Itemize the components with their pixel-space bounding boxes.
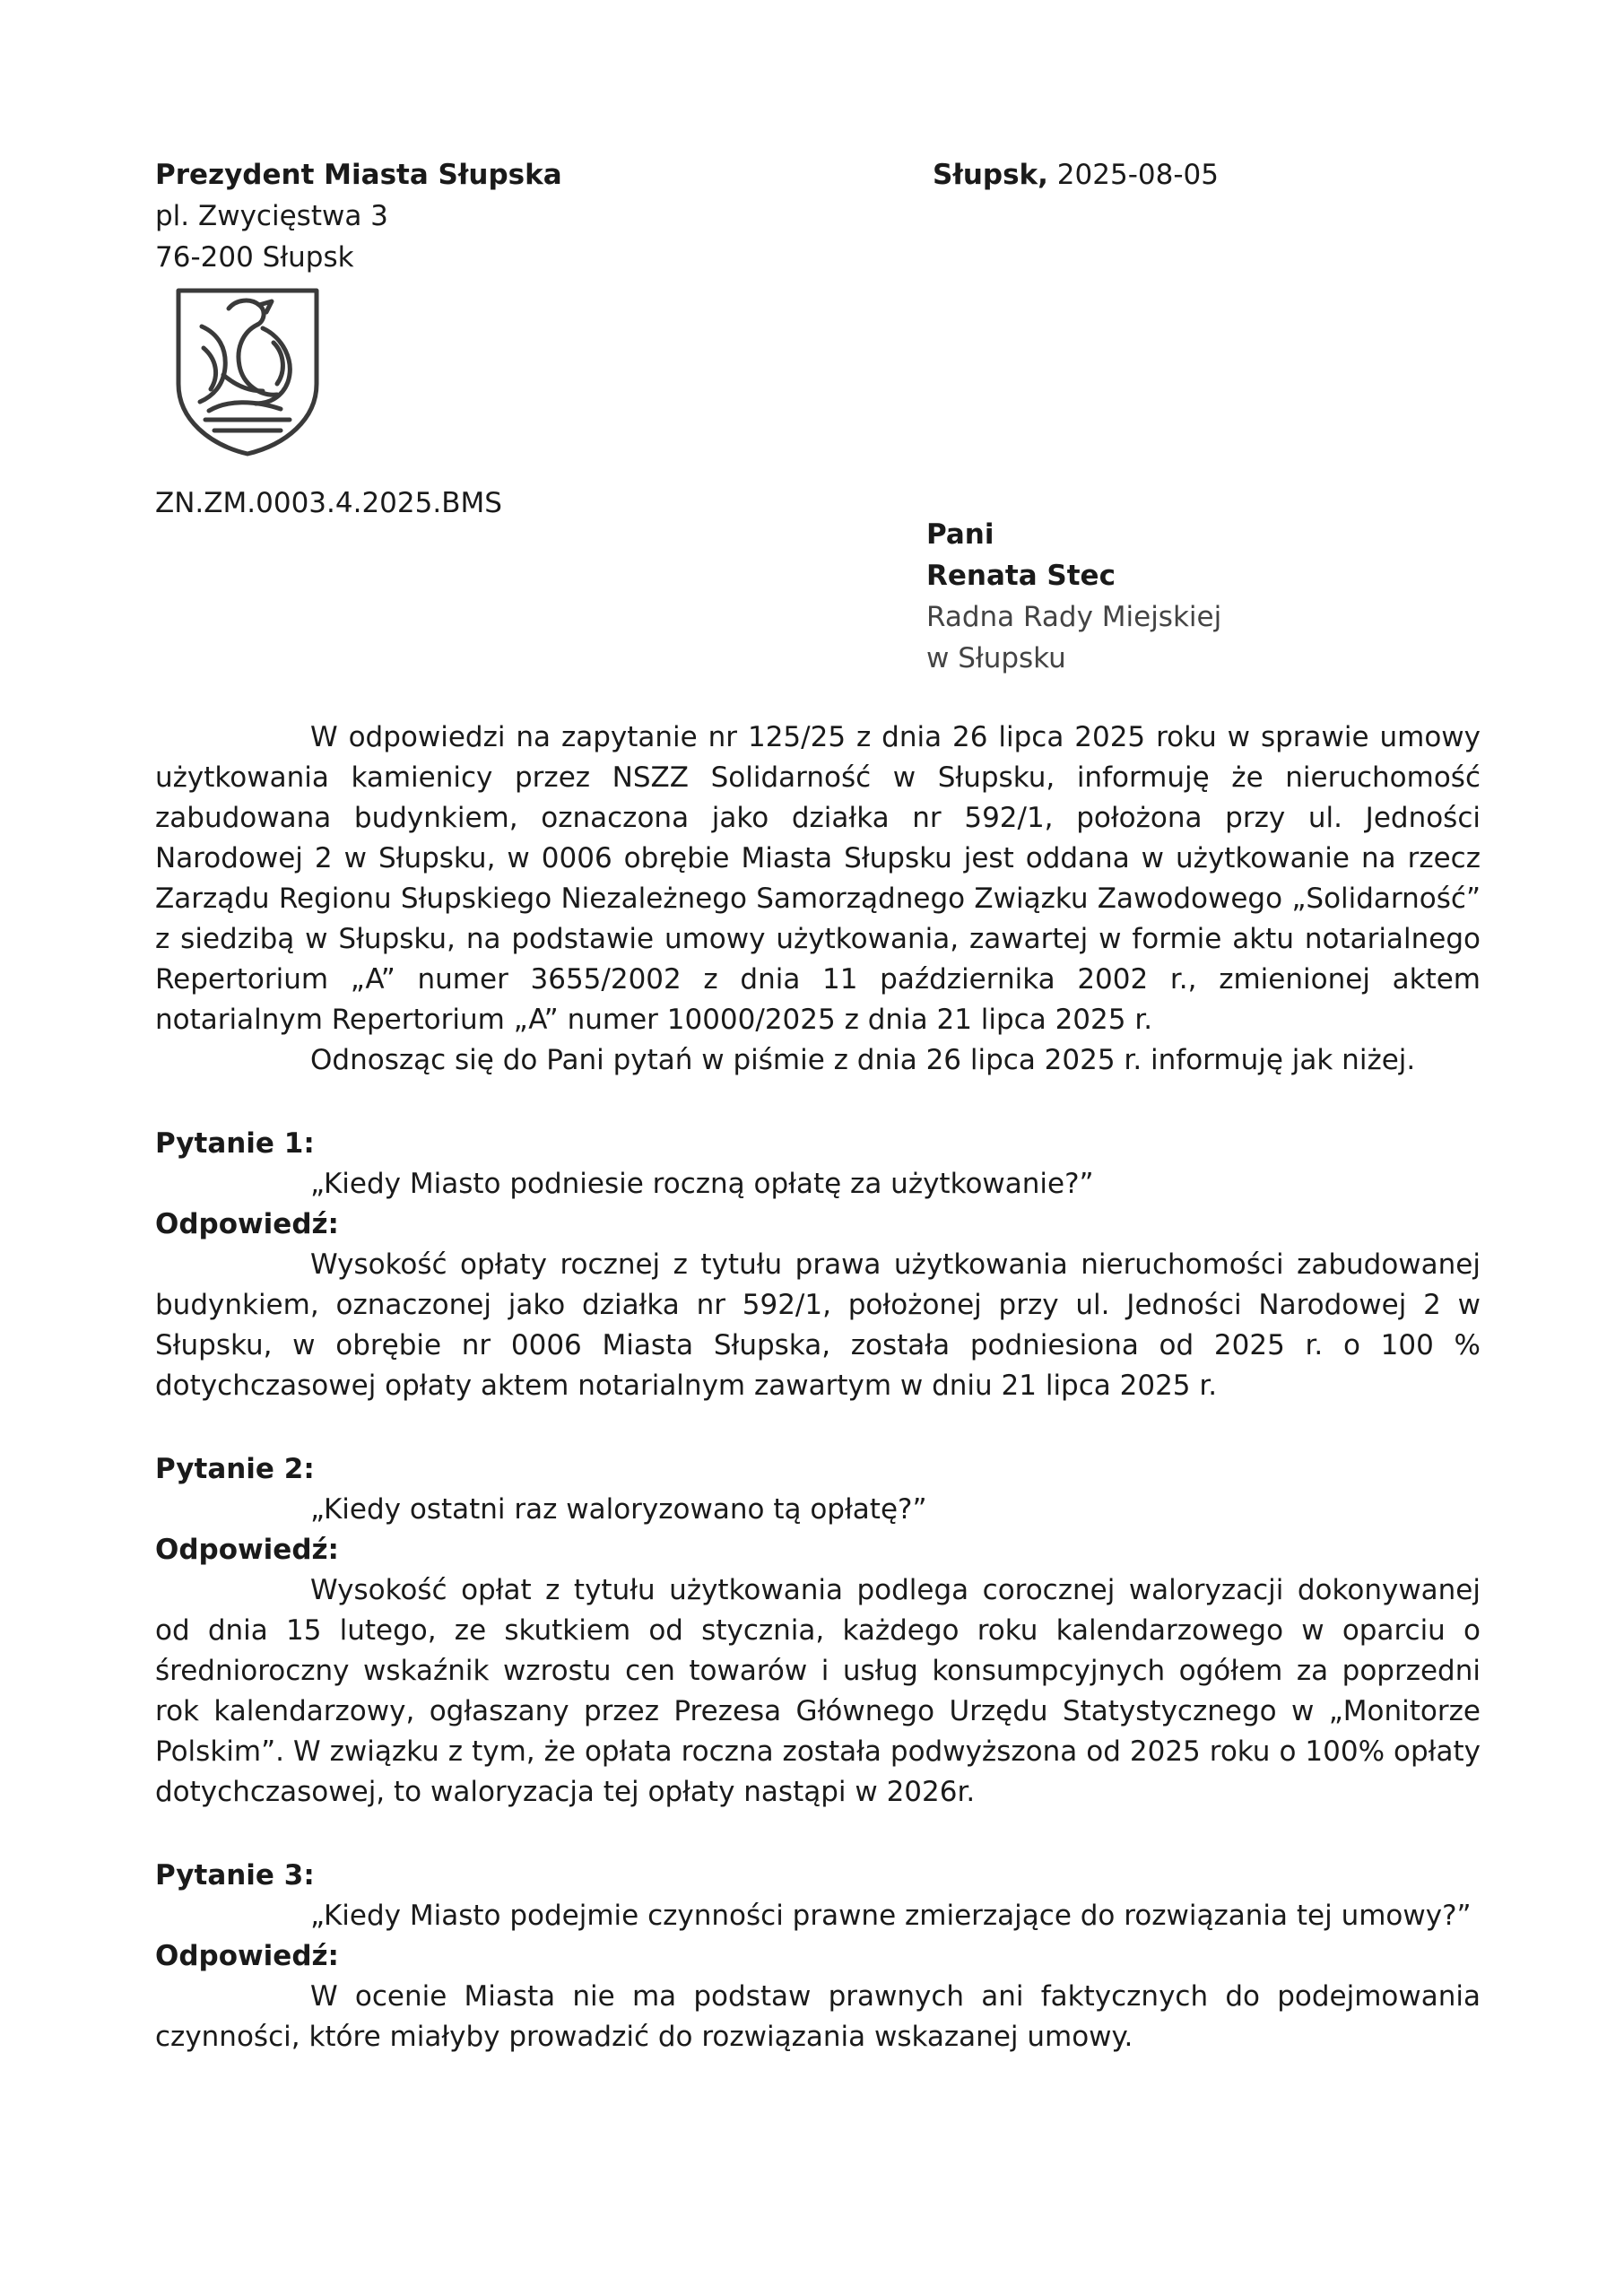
question-1-text: „Kiedy Miasto podniesie roczną opłatę za użytkowanie?” bbox=[310, 1168, 1094, 1200]
question-2-text: „Kiedy ostatni raz waloryzowano tą opłatę?” bbox=[310, 1493, 927, 1526]
city-crest-icon bbox=[173, 285, 322, 457]
place-date bbox=[933, 154, 1219, 196]
answer-2-text: Wysokość opłat z tytułu użytkowania podlega corocznej waloryzacji dokonywanej od dnia 15 lutego, ze skutkiem od stycznia, każdego roku kalendarzowego w oparciu o średnioroczny wskaźnik wzrostu cen towarów i usług konsumpcyjnych ogółem za poprzedni rok kalendarzowy, ogłaszany przez Prezesa Głównego Urzędu Statystycznego w „Monitorze Polskim”. W związku z tym, że opłata roczna została podwyższona od 2025 roku o 100% opłaty dotychczasowej, to waloryzacja tej opłaty nastąpi w 2026r. bbox=[155, 1574, 1481, 1808]
recipient-city: w Słupsku bbox=[926, 642, 1066, 674]
sender-city: 76-200 Słupsk bbox=[155, 241, 354, 274]
answer-3-label: Odpowiedź: bbox=[155, 1940, 339, 1972]
reference-number: ZN.ZM.0003.4.2025.BMS bbox=[155, 487, 502, 519]
intro-paragraph: W odpowiedzi na zapytanie nr 125/25 z dnia 26 lipca 2025 roku w sprawie umowy użytkowania kamienicy przez NSZZ Solidarność w Słupsku, informuję że nieruchomość zabudowana budynkiem, oznaczona jako działka nr 592/1, położona przy ul. Jedności Narodowej 2 w Słupsku, w 0006 obrębie Miasta Słupsku jest oddana w użytkowanie na rzecz Zarządu Regionu Słupskiego Niezależnego Samorządnego Związku Zawodowego „Solidarność” z siedzibą w Słupsku, na podstawie umowy użytkowania, zawartej w formie aktu notarialnego Repertorium „A” numer 3655/2002 z dnia 11 października 2002 r., zmienionej aktem notarialnym Repertorium „A” numer 10000/2025 z dnia 21 lipca 2025 r. bbox=[155, 721, 1481, 1036]
recipient-name: Renata Stec bbox=[926, 560, 1116, 592]
letter-body bbox=[155, 718, 1481, 2057]
sender-name: Prezydent Miasta Słupska bbox=[155, 159, 562, 191]
question-3-text: „Kiedy Miasto podejmie czynności prawne zmierzające do rozwiązania tej umowy?” bbox=[310, 1900, 1472, 1932]
sender-block bbox=[155, 154, 562, 278]
question-2-label: Pytanie 2: bbox=[155, 1453, 315, 1485]
question-3-label: Pytanie 3: bbox=[155, 1859, 315, 1892]
recipient-salutation: Pani bbox=[926, 518, 994, 551]
sender-street: pl. Zwycięstwa 3 bbox=[155, 200, 388, 232]
place: Słupsk, bbox=[933, 159, 1048, 191]
answer-1-label: Odpowiedź: bbox=[155, 1208, 339, 1240]
answer-1-text: Wysokość opłaty rocznej z tytułu prawa użytkowania nieruchomości zabudowanej budynkiem, oznaczonej jako działka nr 592/1, położonej przy ul. Jedności Narodowej 2 w Słupsku, w obrębie nr 0006 Miasta Słupska, została podniesiona od 2025 r. o 100 % dotychczasowej opłaty aktem notarialnym zawartym w dniu 21 lipca 2025 r. bbox=[155, 1248, 1481, 1402]
recipient-block bbox=[926, 514, 1221, 679]
date: 2025-08-05 bbox=[1056, 159, 1219, 191]
question-1-label: Pytanie 1: bbox=[155, 1127, 315, 1160]
answer-2-label: Odpowiedź: bbox=[155, 1534, 339, 1566]
answer-3-text: W ocenie Miasta nie ma podstaw prawnych ani faktycznych do podejmowania czynności, które miałyby prowadzić do rozwiązania wskazanej umowy. bbox=[155, 1980, 1481, 2053]
intro-closing: Odnosząc się do Pani pytań w piśmie z dnia 26 lipca 2025 r. informuję jak niżej. bbox=[310, 1044, 1416, 1076]
recipient-role: Radna Rady Miejskiej bbox=[926, 601, 1222, 633]
